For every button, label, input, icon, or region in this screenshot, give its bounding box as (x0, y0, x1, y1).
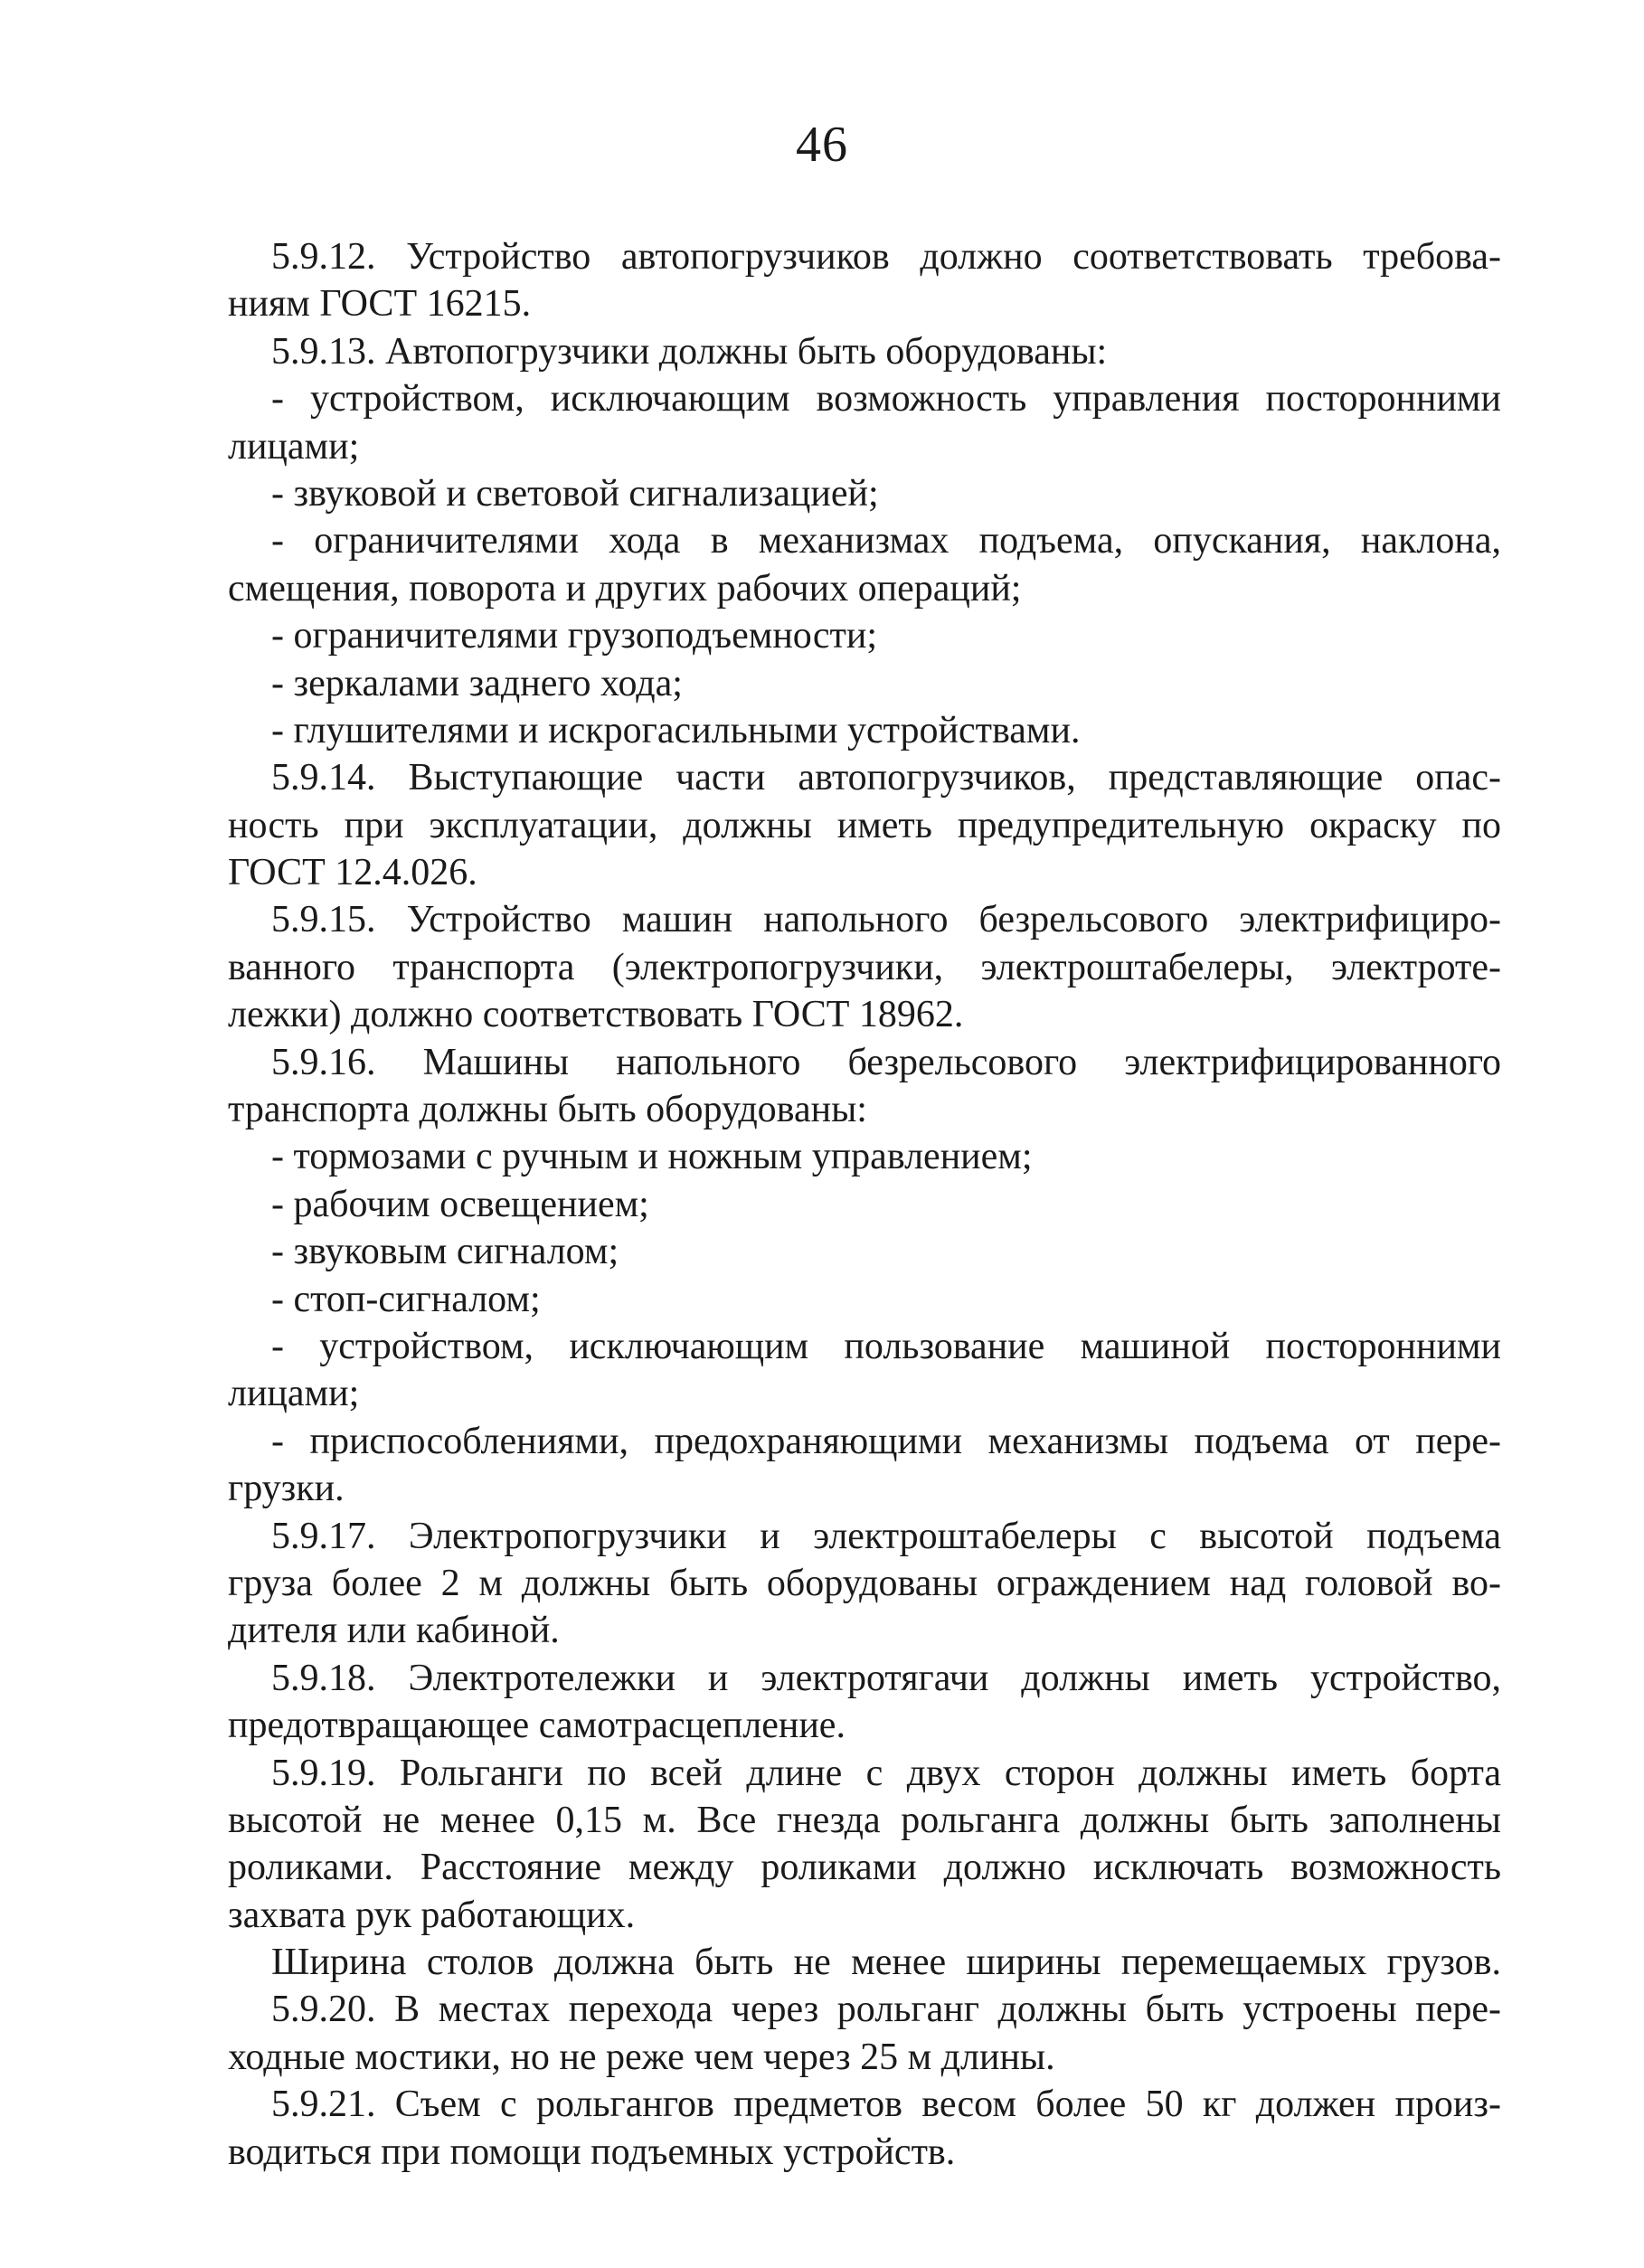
text-line: лицами; (228, 1373, 360, 1415)
text-line: 5.9.19. Рольганги по всей длине с двух сторон должны иметь борта (271, 1752, 1501, 1794)
text-line: 5.9.13. Автопогрузчики должны быть оборудованы: (271, 330, 1108, 373)
text-line: лицами; (228, 425, 360, 468)
text-line: ходные мостики, но не реже чем через 25 м длины. (228, 2036, 1055, 2078)
text-line: 5.9.17. Электропогрузчики и электроштабелеры с высотой подъема (271, 1515, 1501, 1557)
text-line: Ширина столов должна быть не менее ширины перемещаемых грузов. (271, 1942, 1501, 1984)
text-line: 5.9.12. Устройство автопогрузчиков должно соответствовать требова- (271, 236, 1501, 278)
text-line: 5.9.20. В местах перехода через рольганг должны быть устроены пере- (271, 1989, 1501, 2031)
text-line: - звуковым сигналом; (271, 1231, 619, 1273)
text-line: - ограничителями хода в механизмах подъема, опускания, наклона, (271, 520, 1501, 562)
text-line: роликами. Расстояние между роликами должно исключать возможность (228, 1847, 1501, 1889)
text-line: - приспособлениями, предохраняющими механизмы подъема от пере- (271, 1420, 1501, 1462)
text-line: 5.9.16. Машины напольного безрельсового электрифицированного (271, 1041, 1501, 1083)
text-line: - ограничителями грузоподъемности; (271, 615, 877, 657)
text-line: лежки) должно соответствовать ГОСТ 18962. (228, 994, 964, 1036)
text-line: высотой не менее 0,15 м. Все гнезда рольганга должны быть заполнены (228, 1799, 1501, 1841)
text-line: ГОСТ 12.4.026. (228, 852, 477, 894)
document-body (228, 233, 1501, 2176)
text-line: транспорта должны быть оборудованы: (228, 1089, 867, 1131)
text-line: водиться при помощи подъемных устройств. (228, 2131, 956, 2173)
page-number: 46 (796, 117, 848, 173)
text-line: предотвращающее самотрасцепление. (228, 1705, 846, 1747)
text-line: - устройством, исключающим возможность управления посторонними (271, 378, 1501, 421)
text-line: 5.9.18. Электротележки и электротягачи должны иметь устройство, (271, 1657, 1501, 1699)
text-line: 5.9.15. Устройство машин напольного безрельсового электрифициро- (271, 899, 1501, 941)
text-line: дителя или кабиной. (228, 1610, 560, 1652)
text-line: - стоп-сигналом; (271, 1278, 541, 1320)
text-line: груза более 2 м должны быть оборудованы ограждением над головой во- (228, 1562, 1501, 1604)
text-line: 5.9.21. Съем с рольгангов предметов весом более 50 кг должен произ- (271, 2084, 1501, 2126)
text-line: 5.9.14. Выступающие части автопогрузчиков, представляющие опас- (271, 757, 1501, 799)
text-line: - тормозами с ручным и ножным управлением; (271, 1136, 1033, 1178)
text-line: смещения, поворота и других рабочих операций; (228, 567, 1022, 610)
text-line: - зеркалами заднего хода; (271, 662, 683, 704)
text-line: - устройством, исключающим пользование машиной посторонними (271, 1325, 1501, 1367)
text-line: - звуковой и световой сигнализацией; (271, 472, 879, 515)
text-line: ниям ГОСТ 16215. (228, 283, 532, 326)
text-line: - глушителями и искрогасильными устройствами. (271, 709, 1081, 751)
text-line: грузки. (228, 1468, 345, 1510)
text-line: ность при эксплуатации, должны иметь предупредительную окраску по (228, 804, 1501, 846)
text-line: захвата рук работающих. (228, 1894, 636, 1936)
text-line: - рабочим освещением; (271, 1183, 649, 1225)
text-line: ванного транспорта (электропогрузчики, электроштабелеры, электроте- (228, 946, 1501, 988)
